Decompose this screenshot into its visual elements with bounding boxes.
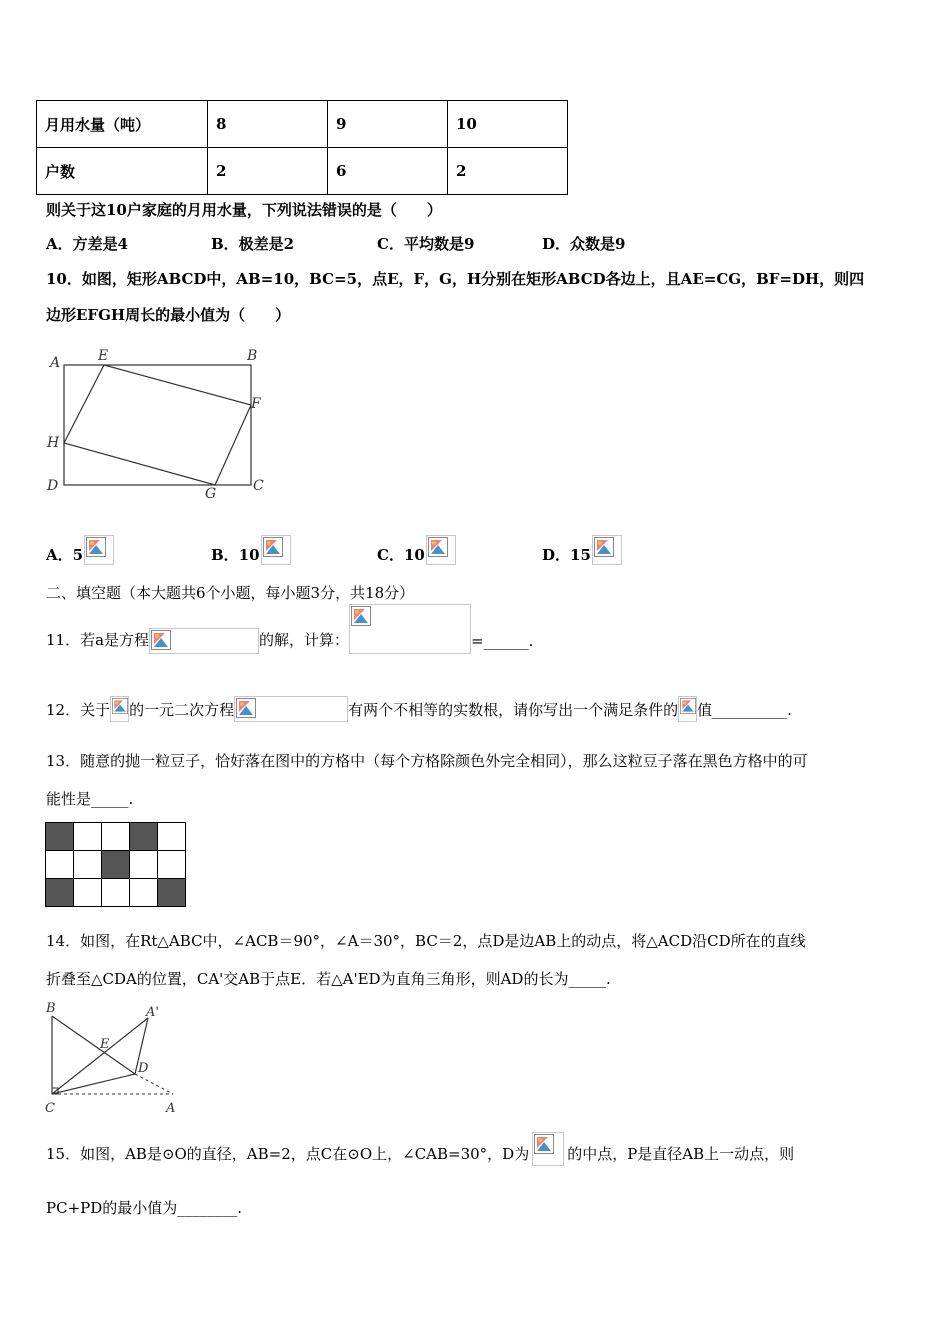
- grid-cell-white: [130, 879, 158, 907]
- table-cell: 9: [328, 101, 448, 148]
- water-usage-table: [36, 100, 568, 195]
- q11-text: =______.: [471, 632, 534, 650]
- broken-image-icon: [261, 535, 291, 565]
- grid-cell-white: [130, 851, 158, 879]
- q11-text: 11．若a是方程: [46, 631, 150, 649]
- broken-image-icon: [532, 1132, 564, 1166]
- grid-row: [46, 851, 186, 879]
- grid-cell-white: [158, 851, 186, 879]
- grid-cell-white: [74, 823, 102, 851]
- grid-cell-black: [102, 851, 130, 879]
- q15-line1: [46, 1130, 794, 1166]
- q9-option-a: A．方差是4: [46, 235, 129, 253]
- grid-cell-black: [158, 879, 186, 907]
- broken-image-icon: [349, 604, 471, 654]
- table-cell: 10: [448, 101, 568, 148]
- label-a: A: [166, 1101, 176, 1116]
- section-title: 二、填空题（本大题共6个小题，每小题3分，共18分）: [46, 584, 415, 602]
- broken-image-icon: [110, 696, 129, 722]
- triangle-fold-figure: [40, 996, 190, 1118]
- q13-stem-line2: 能性是_____.: [46, 790, 134, 808]
- label-a: A: [50, 355, 61, 371]
- q9-option-b: B．极差是2: [211, 235, 295, 253]
- q15-line2: PC+PD的最小值为________.: [46, 1199, 243, 1217]
- broken-image-icon: [84, 535, 114, 565]
- quadrilateral-efgh: [64, 365, 251, 485]
- label-e: E: [100, 1037, 110, 1052]
- table-cell: 6: [328, 148, 448, 195]
- grid-cell-white: [46, 851, 74, 879]
- q13-stem-line1: 13．随意的抛一粒豆子，恰好落在图中的方格中（每个方格除颜色外完全相同），那么这粒豆子落在黑色方格中的可: [46, 752, 808, 770]
- grid-row: [46, 879, 186, 907]
- label-b: B: [46, 1001, 56, 1016]
- table-cell: 8: [208, 101, 328, 148]
- q14-stem-line1: 14．如图，在Rt△ABC中，∠ACB＝90°，∠A＝30°，BC＝2，点D是边AB上的动点，将△ACD沿CD所在的直线: [46, 932, 806, 950]
- q9-option-c: C．平均数是9: [377, 235, 475, 253]
- broken-image-icon: [678, 696, 697, 722]
- table-cell: 2: [448, 148, 568, 195]
- table-row: [37, 101, 568, 148]
- label-e: E: [98, 348, 109, 364]
- label-g: G: [205, 486, 217, 502]
- table-row: [37, 148, 568, 195]
- q11-text: 的解，计算：: [259, 631, 350, 649]
- q12-text: 有两个不相等的实数根，请你写出一个满足条件的: [348, 701, 679, 719]
- q10-stem-line1: 10．如图，矩形ABCD中，AB=10，BC=5，点E，F，G，H分别在矩形ABCD各边上，且AE=CG，BF=DH，则四: [46, 270, 865, 288]
- q11: [46, 602, 533, 654]
- broken-image-icon: [426, 535, 456, 565]
- broken-image-icon: [149, 628, 259, 654]
- q10-option-c: C．10: [377, 535, 456, 565]
- grid-cell-white: [102, 823, 130, 851]
- label-h: H: [47, 435, 60, 451]
- q15-text: 15．如图，AB是⊙O的直径，AB=2，点C在⊙O上，∠CAB=30°，D为: [46, 1145, 530, 1163]
- broken-image-icon: [234, 696, 348, 722]
- q9-option-d: D．众数是9: [542, 235, 626, 253]
- probability-grid: [45, 822, 186, 907]
- label-a-prime: A': [146, 1005, 159, 1020]
- q15-text: 的中点，P是直径AB上一动点，则: [567, 1145, 795, 1163]
- grid-cell-black: [46, 879, 74, 907]
- q10-option-d: D．15: [542, 535, 622, 565]
- grid-cell-white: [74, 879, 102, 907]
- grid-cell-white: [158, 823, 186, 851]
- q12-text: 的一元二次方程: [129, 701, 235, 719]
- q14-stem-line2: 折叠至△CDA的位置，CA'交AB于点E．若△A'ED为直角三角形，则AD的长为_____.: [46, 970, 611, 988]
- label-f: F: [251, 396, 261, 412]
- label-d: D: [138, 1061, 149, 1076]
- grid-cell-black: [130, 823, 158, 851]
- table-cell: 户数: [37, 148, 208, 195]
- segment-da-dashed: [135, 1074, 173, 1094]
- grid-row: [46, 823, 186, 851]
- segment-bd: [52, 1016, 135, 1074]
- rectangle-efgh-figure: [40, 340, 280, 505]
- label-b: B: [247, 348, 258, 364]
- grid-cell-white: [74, 851, 102, 879]
- broken-image-icon: [592, 535, 622, 565]
- q10-stem-line2: 边形EFGH周长的最小值为（ ）: [46, 306, 291, 324]
- q12: [46, 688, 792, 722]
- q10-option-a: A．5: [46, 535, 114, 565]
- table-cell: 月用水量（吨）: [37, 101, 208, 148]
- label-c: C: [253, 478, 264, 494]
- grid-cell-black: [46, 823, 74, 851]
- q10-option-b: B．10: [211, 535, 291, 565]
- q9-stem: 则关于这10户家庭的月用水量，下列说法错误的是（ ）: [46, 201, 442, 219]
- q12-text: 12．关于: [46, 701, 111, 719]
- q12-text: 值__________.: [697, 701, 792, 719]
- grid-cell-white: [102, 879, 130, 907]
- label-d: D: [47, 478, 59, 494]
- label-c: C: [45, 1101, 55, 1116]
- table-cell: 2: [208, 148, 328, 195]
